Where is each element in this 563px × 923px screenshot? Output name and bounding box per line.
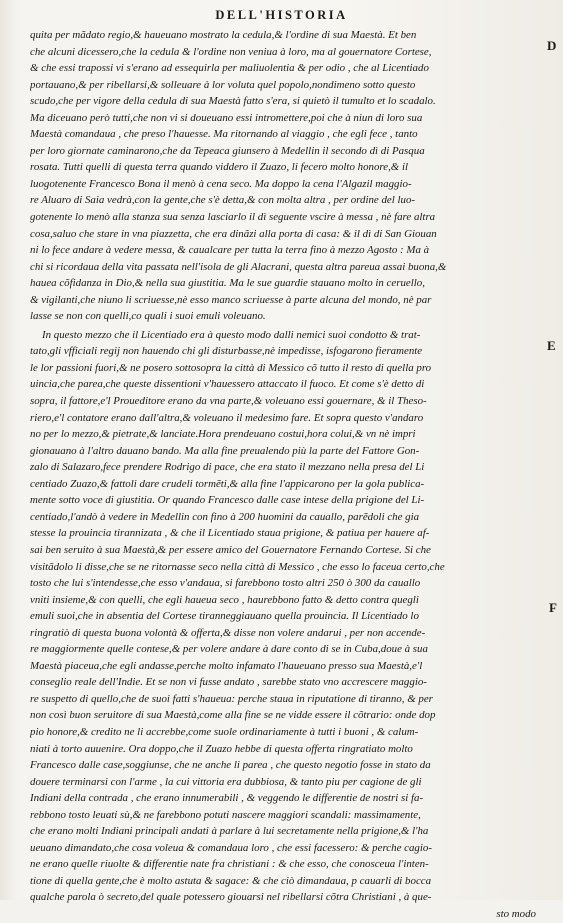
text-line: riero,e'l contatore erano dall'altra,& voleuano il medesimo fare. Et sopra questo v'andaro [30,411,424,424]
text-line: sopra, il fattore,e'l Proueditore erano da vna parte,& voleuano essi gouernare, & il Theso- [30,395,427,408]
text-line: Indiani della contrada , che erano innumerabili , & veggendo le differentie de nostri si fa- [30,792,424,805]
text-line: per loro giornate caminarono,che da Tepeaca giunsero à Medellin il secondo dì di Pasqua [30,144,425,157]
text-line: centiado,l'andò à vedere in Medellin con fino à 200 huomini da cauallo, parẽdoli che gia [30,510,420,523]
text-line: mente sotto voce di giustitia. Or quando Francesco dalle case intese della prigione del Li- [30,494,425,507]
text-line: centiado Zuazo,& fattoli dare crudeli tormẽti,& alla fine l'appicarono per la gola publica- [30,477,425,490]
text-line: In questo mezzo che il Licentiado era à questo modo dalli nemici suoi condotto & trat- [42,328,421,341]
body-text [30,27,540,923]
text-line: stesse la prouincia tirannizata , & che il Licentiado staua prigione, & patiua per hauere af- [30,527,430,540]
text-line: le lor passioni fuori,& ne posero sottosopra la città di Messico cõ tutto il resto di quella pro [30,361,432,374]
text-line: hauea cõfidanza in Dio,& nella sua giustitia. Ma le sue guardie stauano molto in ceruello, [30,277,425,290]
margin-letter-e: E [547,338,556,353]
text-line: emuli suoi,che in absentia del Cortese tiranneggiauano quella prouincia. Il Licentiado lo [30,610,419,623]
text-line: chi si ricordaua della vita passata nell'isola de gli Alacrani, questa altra pareua assai buona,& [30,260,447,273]
text-line: ringratiò di questa buona volontà & offerta,& disse non volere andarui , per non accende- [30,626,426,639]
text-line: scudo,che per vigore della cedula di sua Maestà fatto s'era, si quietò il tumulto et lo scadalo. [30,95,436,108]
text-line: tato,gli vfficiali regij non hauendo chi gli disturbasse,nè impedisse, isfogarono fieramente [30,345,423,358]
running-header: DELL'HISTORIA [215,8,348,22]
margin-letter-f: F [549,600,557,615]
text-line: che alcuni dicessero,che la cedula & l'ordine non veniua à loro, ma al gouernatore Cortese, [30,45,432,58]
text-line: re Aluaro di Saia vedrà,con la gente,che s'è detta,& con molta altra , per ordine del luo- [30,194,416,207]
text-line: douere terminarsi con l'arme , la cui vittoria era dubbiosa, & tanto piu per cagione de gli [30,775,422,788]
margin-letter-d: D [547,38,557,53]
text-line: qualche parola ò secreto,del quale potessero giouarsi nel ribellarsi cõtra Christiani , à que- [30,891,432,904]
text-line: conseglio reale dell'Indie. Et se non vi fusse andato , sarebbe stato vno accrescere maggio- [30,676,427,689]
text-line: rebbono tosto leuati sù,& ne farebbono potuti nascere maggiori scandali: massimamente, [30,808,421,821]
text-line: zalo di Salazaro,fece prendere Rodrigo di pace, che era stato il mezzano nella presa del Li [30,461,425,474]
text-line: luogotenente Francesco Bona il menò à cena seco. Ma doppo la cena l'Algazil maggio- [30,177,412,190]
text-line: cosa,saluo che stare in vna piazzetta, che era dinãzi alla porta di casa: & il dì di San Giouan [30,227,437,240]
text-line: uincia,che parea,che queste dissentioni v'hauessero attaccato il fuoco. Et come s'è detto di [30,378,425,391]
text-line: ni lo fece andare à vedere messa, & caualcare per tutta la terra fino à mezzo Agosto : Ma à [30,244,430,257]
text-line: lasse se non con quelli,co quali i suoi emuli voleuano. [30,310,266,323]
text-line: re suspetto di quello,che de suoi fatti s'haueua: perche staua in riputatione di tiranno, & per [30,692,433,705]
text-line: & vigilanti,che niuno li scriuesse,nè esso manco scriuesse à parte alcuna del mondo, nè par [30,293,432,306]
text-line: pio honore,& credito ne li accrebbe,come suole ordinariamente à tutti i buoni , & calum- [30,725,419,738]
text-line: Maestà piaceua,che egli andasse,perche molto infamato l'haueuano presso sua Maestà,e'l [30,659,423,672]
text-line: non così buon seruitore di sua Maestà,come alla fine se ne vidde essere il cõtrario: onde dop [30,709,436,722]
text-line: vniti insieme,& con quelli, che egli haueua seco , haurebbono fatto & detto contra quegli [30,593,419,606]
text-line: sto modo [496,907,536,920]
text-line: sai ben seruito à sua Maestà,& per essere amico del Gouernatore Fernando Cortese. Si che [30,543,431,556]
text-line: Maestà comandaua , che preso l'hauesse. Ma ritornando al viaggio , che egli fece , tanto [30,128,418,141]
text-line: & che essi trapossi vi s'erano ad essequirla per maliuolentia & per odio , che al Licentiado [30,62,429,75]
text-line: gionauano à l'altro dauano bando. Ma alla fine preualendo più la parte del Fattore Gon- [30,444,420,457]
text-line: re maggiormente quelle contese,& per volere andare à dare conto di se in Cuba,doue à sua [30,643,428,656]
text-line: tione di quella gente,che è molto astuta & sagace: & che ciò dimandaua, p cauarli di bocca [30,874,432,887]
text-line: visitãdolo li disse,che se ne ritornasse seco nella città di Messico , che esso lo faceua certo,che [30,560,445,573]
text-line: no per lo mezzo,& pietrate,& lanciate.Hora prendeuano costui,hora colui,& vn nè impri [30,428,416,441]
text-line: che erano molti Indiani principali andati à parlare à lui secretamente nella prigione,& l'ha [30,825,429,838]
text-line: niati à torto auuenire. Ora doppo,che il Zuazo hebbe di questa offerta ringratiato molto [30,742,413,755]
text-line: rosata. Tutti quelli di questa terra quando viddero il Zuazo, li fecero molto honore,& il [30,161,409,174]
text-line: gotenente lo menò alla stanza sua senza lasciarlo il dì seguente vscire à messa , nè fare altra [30,211,436,224]
text-line: Ma diceuano però tutti,che non vi si doueuano essi intromettere,poi che à niun di loro sua [30,111,423,124]
text-line: quita per mãdato regio,& haueuano mostrato la cedula,& l'ordine di sua Maestà. Et ben [30,29,417,41]
text-line: ueuano dimandato,che cosa voleua & comandaua loro , che essi facessero: & perche cagio- [30,841,432,854]
text-line: portauano,& per ribellarsi,& solleuare à lor voluta quel popolo,nondimeno sotto questo [30,78,416,91]
text-line: ne erano quelle riuolte & differentie nate fra christiani : & che esso, che conosceua l'inten- [30,858,429,871]
text-line: Francesco dalle case,soggiunse, che ne anche li parea , che questo negotio fosse in stato da [30,759,431,772]
text-line: tosto che lui s'intendesse,che esso v'andaua, si farebbono tosto altri 250 ò 300 da cauallo [30,577,421,590]
